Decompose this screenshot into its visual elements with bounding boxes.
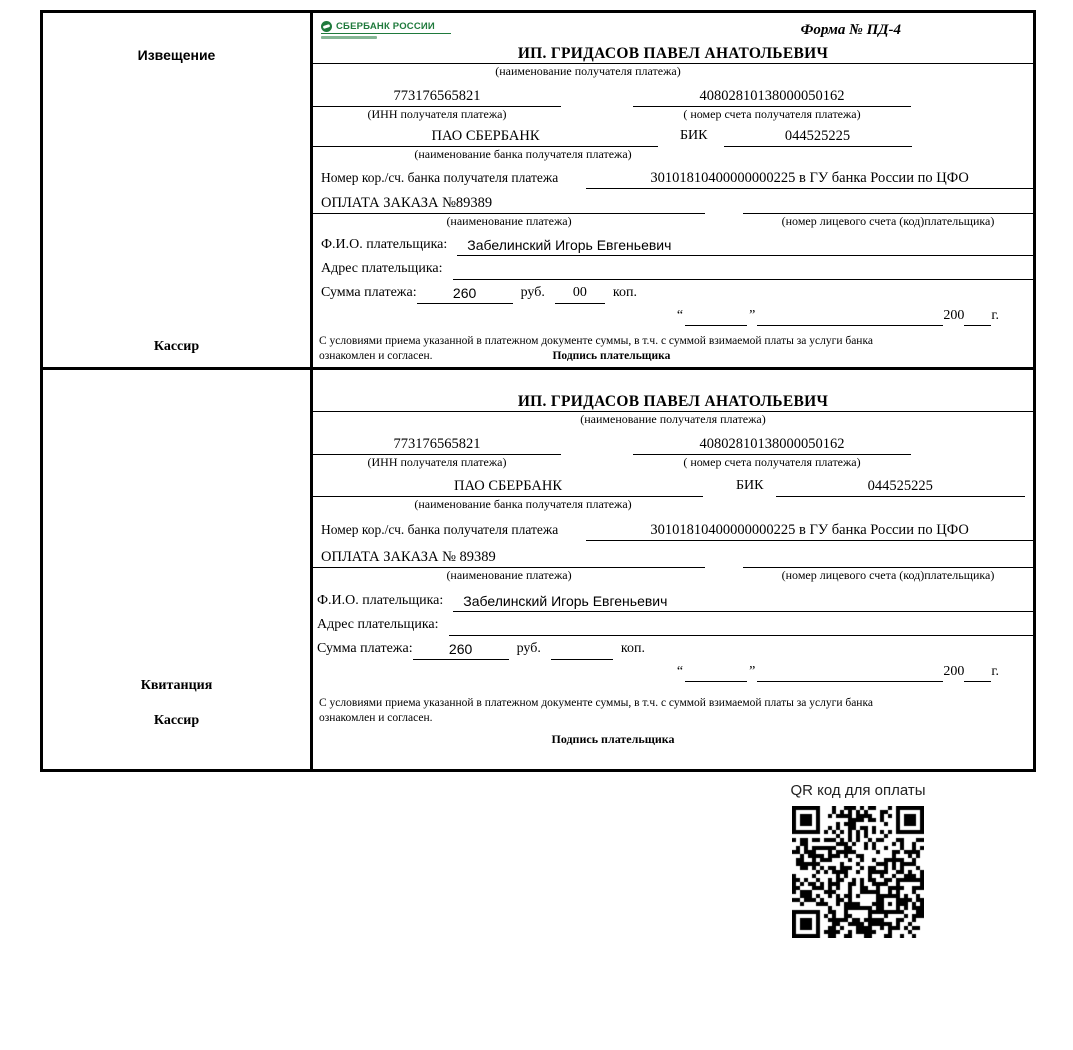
personal-account-line <box>743 547 1033 568</box>
signature-label: Подпись плательщика <box>551 732 675 746</box>
qr-block <box>780 782 936 938</box>
recipient-name-label: (наименование получателя платежа) <box>495 64 681 78</box>
agreement-text <box>313 696 1033 726</box>
date-month-line <box>757 662 943 682</box>
payer-address-value <box>453 259 1033 280</box>
payment-purpose-value: ОПЛАТА ЗАКАЗА №89389 <box>313 193 705 214</box>
date-day-line <box>685 662 747 682</box>
agreement-text <box>313 334 1033 364</box>
receipt-cashier-label: Кассир <box>153 713 200 728</box>
payer-address-row <box>313 615 1033 636</box>
payer-address-value <box>449 615 1033 636</box>
recipient-name: ИП. ГРИДАСОВ ПАВЕЛ АНАТОЛЬЕВИЧ <box>313 394 1033 412</box>
quote-open: “ <box>676 664 684 679</box>
account-value: 40802810138000050162 <box>633 434 911 455</box>
account-label: ( номер счета получателя платежа) <box>683 455 861 469</box>
year-suffix: г. <box>991 664 999 679</box>
payer-name-row <box>313 235 1033 256</box>
rub-label: руб. <box>516 641 541 656</box>
inn-account-row <box>313 434 1033 455</box>
receipt-stub-cell <box>43 370 313 769</box>
account-label: ( номер счета получателя платежа) <box>683 107 861 121</box>
amount-kop-value <box>551 639 613 660</box>
sberbank-logo-text: СБЕРБАНК РОССИИ <box>336 21 435 32</box>
notice-section-title: Извещение <box>137 47 216 63</box>
form-number: Форма № ПД-4 <box>800 22 901 38</box>
payer-name-row <box>313 591 1033 612</box>
quote-close: ” <box>749 664 756 679</box>
corr-account-label: Номер кор./сч. банка получателя платежа <box>321 522 559 537</box>
bank-bik-row <box>313 126 1033 147</box>
payer-name-value: Забелинский Игорь Евгеньевич <box>453 591 1033 612</box>
personal-account-label: (номер лицевого счета (код)плательщика) <box>781 214 995 228</box>
payer-name-value: Забелинский Игорь Евгеньевич <box>457 235 1033 256</box>
payment-purpose-value: ОПЛАТА ЗАКАЗА № 89389 <box>313 547 705 568</box>
purpose-label: (наименование платежа) <box>446 214 572 228</box>
rub-label: руб. <box>520 285 545 300</box>
quote-close: ” <box>749 308 756 323</box>
corr-account-value: 30101810400000000225 в ГУ банка России по ЦФО <box>586 168 1033 189</box>
purpose-row <box>313 547 1033 568</box>
agreement-line2: ознакомлен и согласен. <box>319 712 433 724</box>
recipient-name: ИП. ГРИДАСОВ ПАВЕЛ АНАТОЛЬЕВИЧ <box>313 46 1033 64</box>
corr-account-row <box>313 168 1033 189</box>
qr-label: QR код для оплаты <box>790 782 926 799</box>
corr-account-label: Номер кор./сч. банка получателя платежа <box>321 170 559 185</box>
agreement-line2: ознакомлен и согласен. <box>319 350 433 362</box>
payer-name-label: Ф.И.О. плательщика: <box>321 237 448 252</box>
payer-name-label: Ф.И.О. плательщика: <box>317 593 444 608</box>
bank-name: ПАО СБЕРБАНК <box>313 126 658 147</box>
kop-label: коп. <box>612 285 637 300</box>
account-value: 40802810138000050162 <box>633 86 911 107</box>
inn-label: (ИНН получателя платежа) <box>367 107 507 121</box>
agreement-line1: С условиями приема указанной в платежном документе суммы, в т.ч. с суммой взимаемой платы за услуги банка <box>319 697 873 709</box>
personal-account-line <box>743 193 1033 214</box>
bank-name: ПАО СБЕРБАНК <box>313 476 703 497</box>
year-line <box>964 306 991 326</box>
inn-value: 773176565821 <box>313 86 561 107</box>
bik-value: 044525225 <box>724 126 912 147</box>
year-suffix: г. <box>991 308 999 323</box>
notice-header-row <box>313 13 1033 46</box>
signature-label: Подпись плательщика <box>552 350 671 362</box>
payer-address-label: Адрес плательщика: <box>321 261 443 276</box>
agreement-line1: С условиями приема указанной в платежном документе суммы, в т.ч. с суммой взимаемой платы за услуги банка <box>319 335 873 347</box>
receipt-section-title: Квитанция <box>140 678 213 693</box>
qr-code <box>792 806 924 938</box>
year-prefix: 200 <box>943 308 965 323</box>
quote-open: “ <box>676 308 684 323</box>
amount-label: Сумма платежа: <box>317 641 413 656</box>
payer-address-row <box>313 259 1033 280</box>
date-month-line <box>757 306 943 326</box>
kop-label: коп. <box>620 641 645 656</box>
amount-rub-value: 260 <box>413 639 509 660</box>
receipt-payment-cell <box>313 370 1033 769</box>
amount-kop-value: 00 <box>555 283 605 304</box>
bank-bik-row <box>313 476 1033 497</box>
date-day-line <box>685 306 747 326</box>
amount-row <box>313 639 1033 660</box>
notice-payment-cell <box>313 13 1033 370</box>
purpose-row <box>313 193 1033 214</box>
bik-value: 044525225 <box>776 476 1026 497</box>
bik-label: БИК <box>736 478 764 493</box>
bank-name-label: (наименование банка получателя платежа) <box>414 147 632 161</box>
sberbank-logo-tagline <box>321 36 377 39</box>
inn-label: (ИНН получателя платежа) <box>367 455 507 469</box>
amount-row <box>313 283 1033 304</box>
inn-value: 773176565821 <box>313 434 561 455</box>
corr-account-value: 30101810400000000225 в ГУ банка России по ЦФО <box>586 520 1033 541</box>
bank-name-label: (наименование банка получателя платежа) <box>414 497 632 511</box>
personal-account-label: (номер лицевого счета (код)плательщика) <box>781 568 995 582</box>
payment-form-pd4 <box>40 10 1036 772</box>
inn-account-row <box>313 86 1033 107</box>
bik-label: БИК <box>680 128 708 143</box>
purpose-label: (наименование платежа) <box>446 568 572 582</box>
amount-rub-value: 260 <box>417 283 513 304</box>
amount-label: Сумма платежа: <box>321 285 417 300</box>
recipient-name-label: (наименование получателя платежа) <box>580 412 766 426</box>
payer-address-label: Адрес плательщика: <box>317 617 439 632</box>
notice-cashier-label: Кассир <box>153 339 200 354</box>
date-row <box>313 662 999 682</box>
notice-stub-cell <box>43 13 313 370</box>
corr-account-row <box>313 520 1033 541</box>
year-prefix: 200 <box>943 664 965 679</box>
date-row <box>313 306 999 326</box>
sberbank-logo <box>321 21 451 39</box>
sberbank-logo-icon <box>321 21 332 32</box>
year-line <box>964 662 991 682</box>
